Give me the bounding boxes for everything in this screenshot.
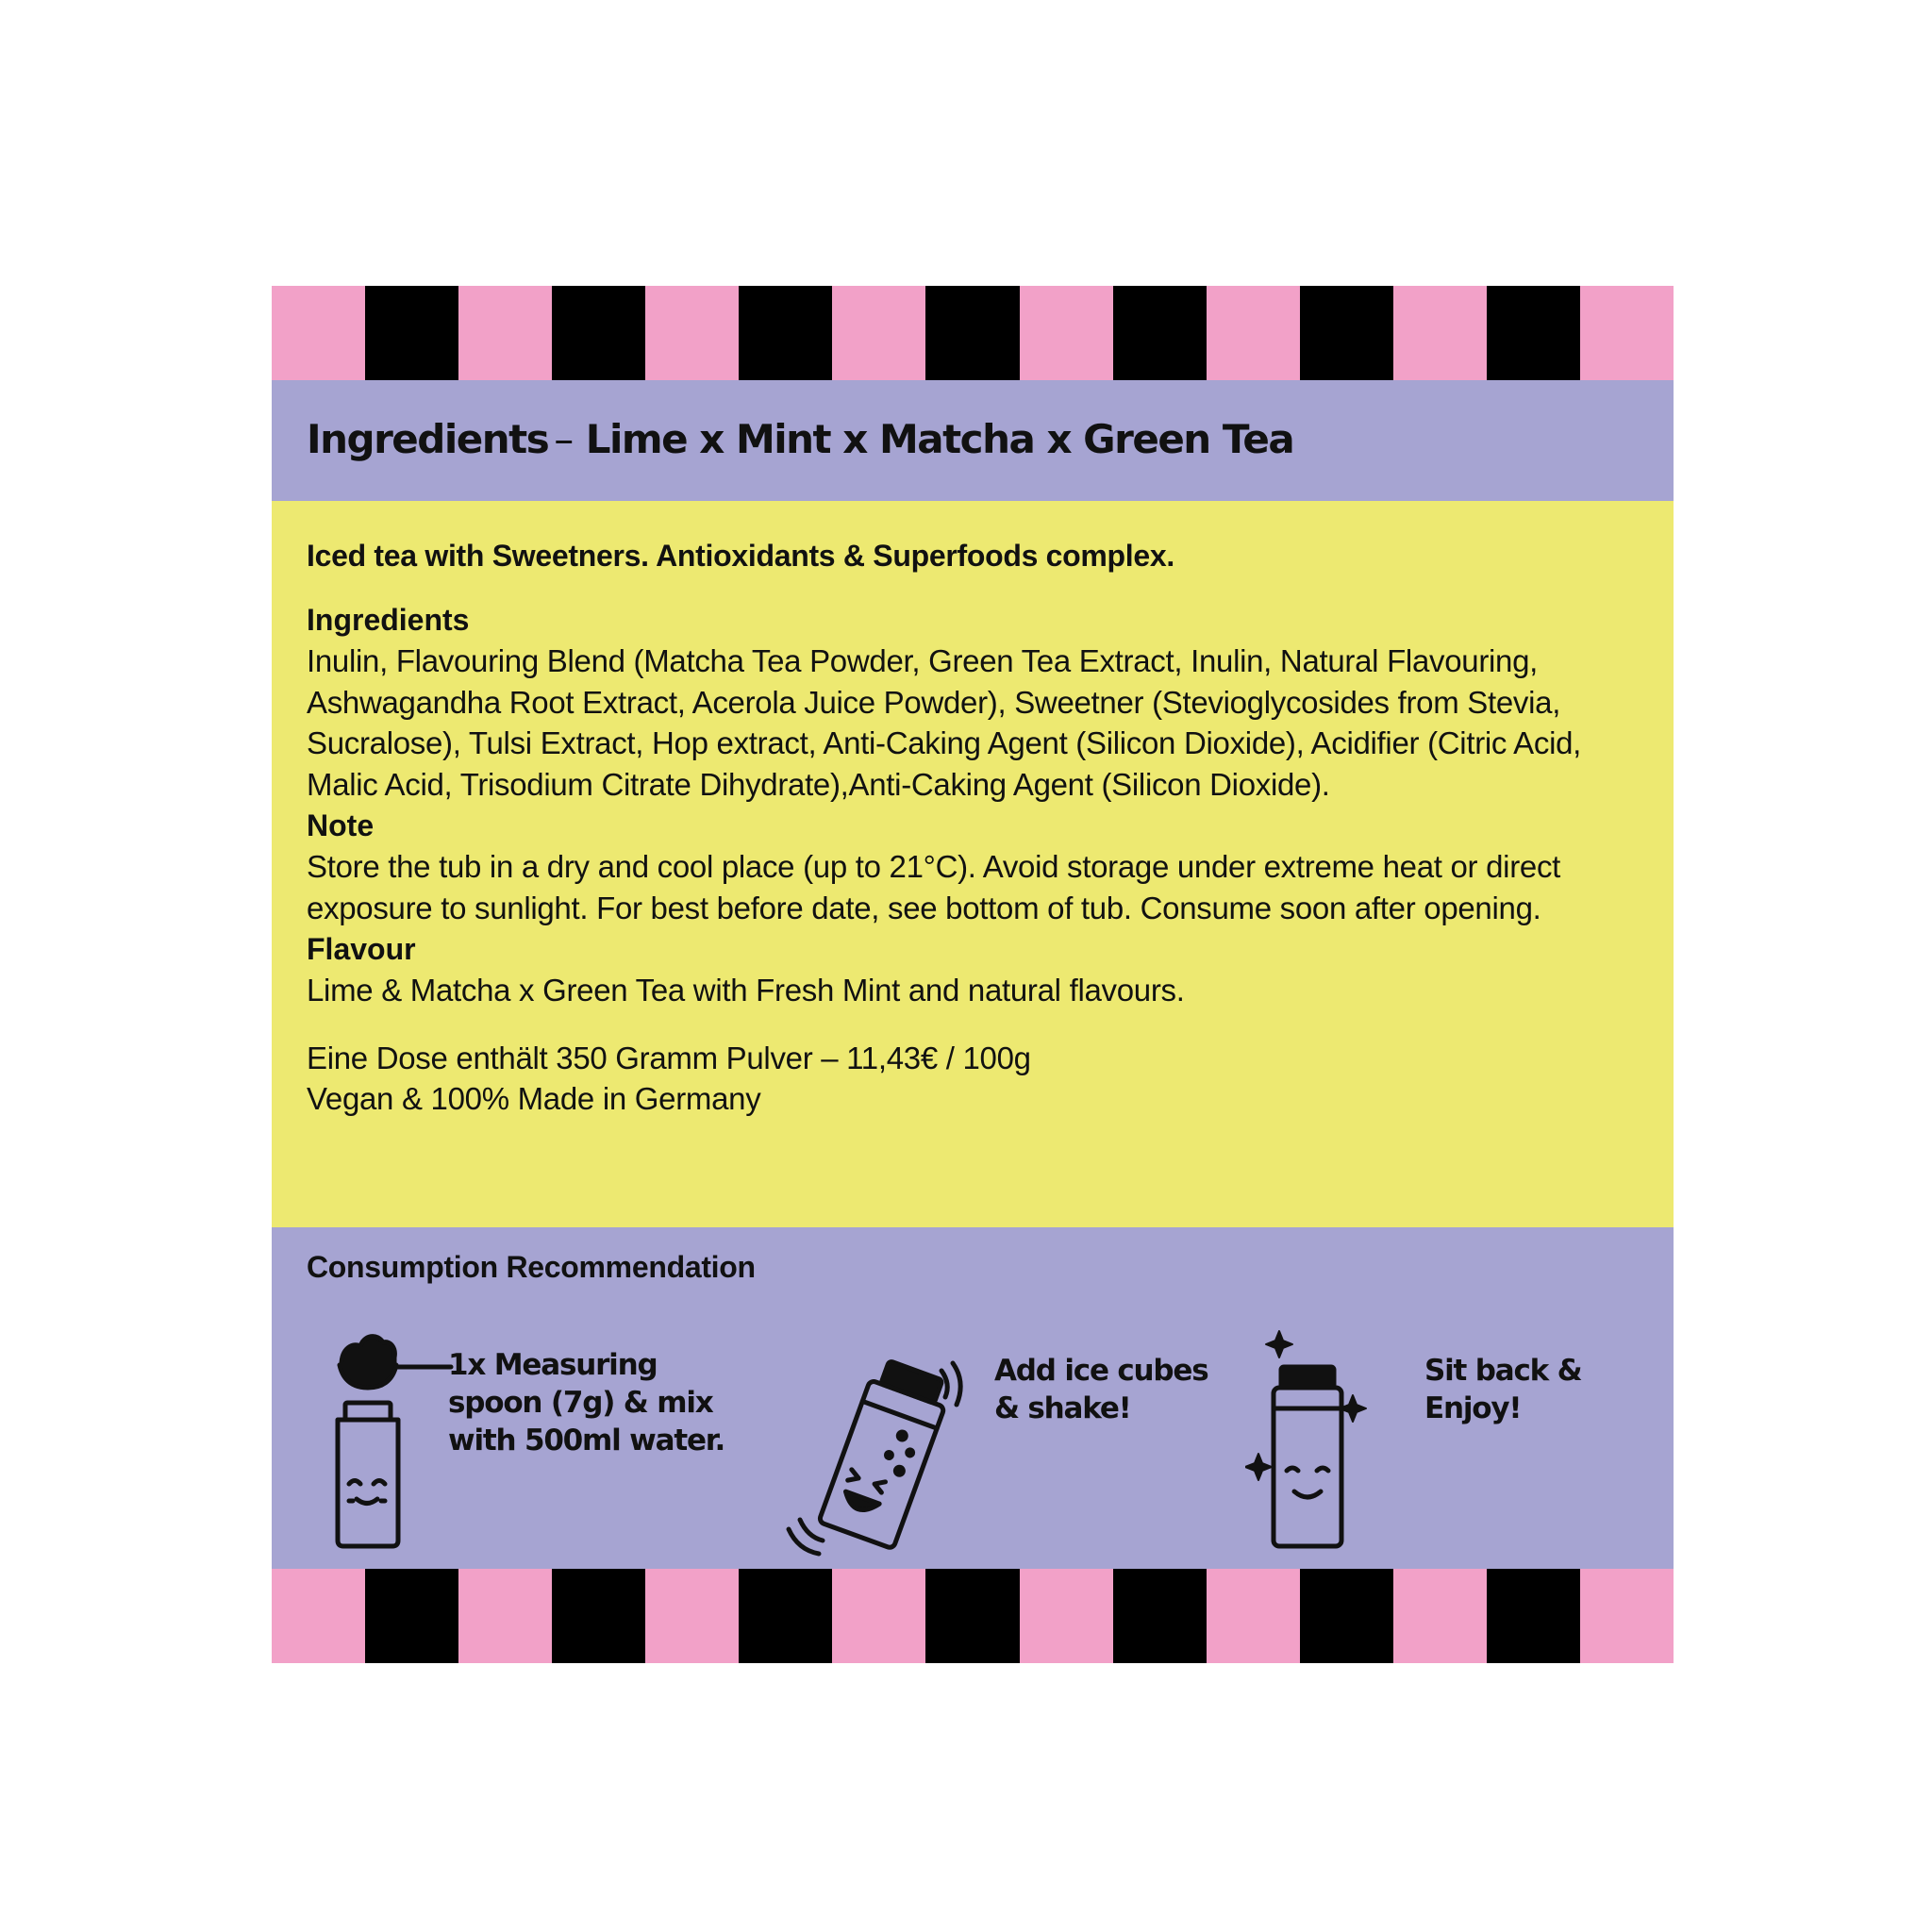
stripe-pink — [832, 1569, 925, 1663]
stripe-pink — [1207, 1569, 1300, 1663]
ingredients-panel — [272, 501, 1674, 1227]
bottom-stripe-bar — [272, 1569, 1674, 1663]
origin-line: Vegan & 100% Made in Germany — [307, 1081, 761, 1116]
stripe-pink — [1580, 286, 1674, 380]
stripe-black — [552, 1569, 645, 1663]
stripe-pink — [1020, 1569, 1113, 1663]
stripe-pink — [645, 1569, 739, 1663]
stripe-black — [1113, 286, 1207, 380]
product-headline: Iced tea with Sweetners. Antioxidants & Superfoods complex. — [307, 539, 1174, 573]
stripe-pink — [272, 1569, 365, 1663]
stripe-pink — [832, 286, 925, 380]
content-line: Eine Dose enthält 350 Gramm Pulver – 11,43€ / 100g — [307, 1040, 1031, 1075]
flavour-text: Lime & Matcha x Green Tea with Fresh Mint and natural flavours. — [307, 973, 1185, 1008]
note-heading: Note — [307, 808, 375, 842]
stripe-pink — [458, 1569, 552, 1663]
stripe-pink — [645, 286, 739, 380]
top-stripe-bar — [272, 286, 1674, 380]
page-title — [307, 416, 1293, 462]
product-name: Lime x Mint x Matcha x Green Tea — [585, 416, 1294, 462]
title-label: Ingredients — [307, 416, 549, 462]
consumption-heading: Consumption Recommendation — [307, 1250, 756, 1284]
stripe-pink — [1580, 1569, 1674, 1663]
sparkling-bottle-icon — [1245, 1329, 1377, 1556]
stripe-black — [365, 286, 458, 380]
flavour-heading: Flavour — [307, 932, 416, 966]
stripe-black — [925, 1569, 1020, 1663]
stripe-black — [925, 286, 1020, 380]
stripe-pink — [1393, 1569, 1487, 1663]
stripe-black — [739, 1569, 832, 1663]
stripe-black — [552, 286, 645, 380]
ingredients-text: Inulin, Flavouring Blend (Matcha Tea Powder, Green Tea Extract, Inulin, Natural Flavouring, Ashwagandha Root Extract, Acerola Juice Powder), Sweetner (Stevioglycosides from Stevia, Sucralose), Tulsi Extract, Hop extract, Anti-Caking Agent (Silicon Dioxide), Acidifier (Citric Acid, Malic Acid, Trisodium Citrate Dihydrate),Anti-Caking Agent (Silicon Dioxide). — [307, 643, 1582, 802]
stripe-pink — [272, 286, 365, 380]
stripe-pink — [1393, 286, 1487, 380]
stripe-pink — [1020, 286, 1113, 380]
stripe-pink — [458, 286, 552, 380]
stripe-pink — [1207, 286, 1300, 380]
shaking-bottle-icon — [781, 1352, 989, 1559]
stripe-black — [1487, 1569, 1580, 1663]
title-band — [272, 380, 1674, 501]
stripe-black — [1300, 1569, 1393, 1663]
note-text: Store the tub in a dry and cool place (up to 21°C). Avoid storage under extreme heat or direct exposure to sunlight. For best before date, see bottom of tub. Consume soon after opening. — [307, 849, 1561, 925]
title-separator: – — [554, 416, 573, 462]
step-2-text: Add ice cubes & shake! — [994, 1354, 1208, 1425]
stripe-black — [365, 1569, 458, 1663]
stripe-black — [1300, 286, 1393, 380]
stripe-black — [1487, 286, 1580, 380]
stripe-black — [1113, 1569, 1207, 1663]
step-1-text: 1x Measuring spoon (7g) & mix with 500ml water. — [448, 1348, 725, 1457]
product-info-card — [272, 286, 1674, 1663]
consumption-panel — [272, 1227, 1674, 1569]
step-3-text: Sit back & Enjoy! — [1424, 1354, 1582, 1425]
stripe-black — [739, 286, 832, 380]
spacer — [307, 1011, 1656, 1038]
ingredients-content — [307, 535, 1656, 1120]
ingredients-heading: Ingredients — [307, 603, 470, 637]
